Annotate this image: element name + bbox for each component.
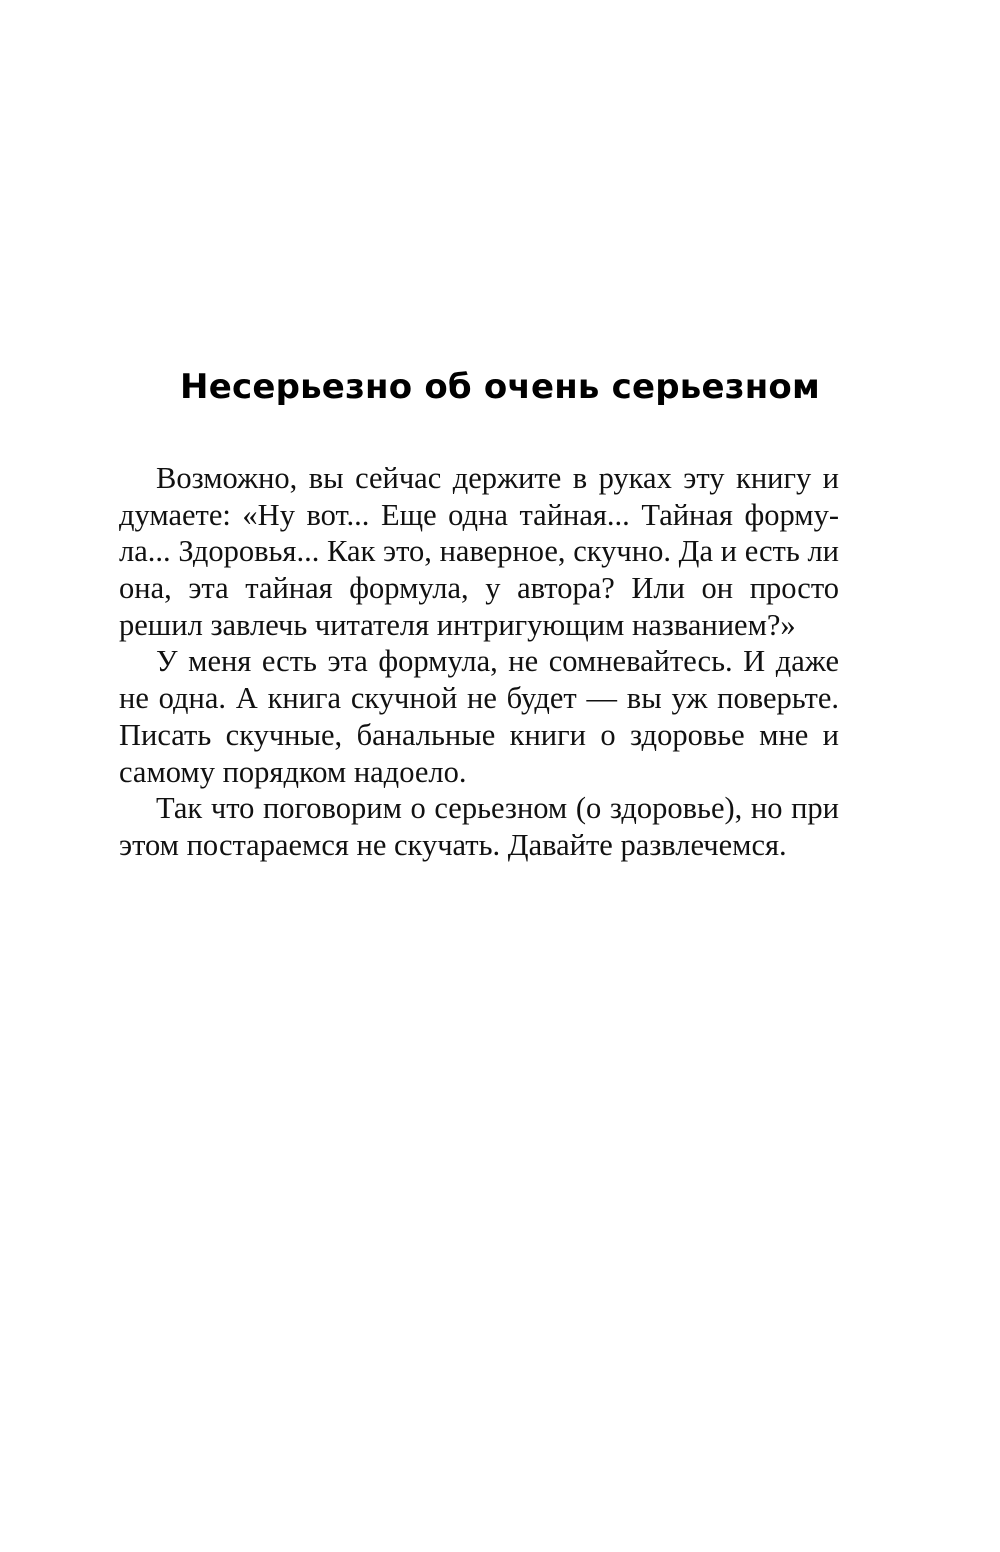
text-line: думаете: «Ну вот... Еще одна тайная... Тайная форму- (119, 497, 839, 532)
paragraph-1 (119, 460, 839, 643)
text-line: она, эта тайная формула, у автора? Или он просто (119, 571, 839, 606)
text-line: ла... Здоровья... Как это, наверное, скучно. Да и есть ли (119, 534, 839, 569)
chapter-title: Несерьезно об очень серьезном (180, 367, 820, 407)
text-line: Возможно, вы сейчас держите в руках эту книгу и (156, 461, 839, 495)
body-text (119, 460, 839, 864)
text-line: не одна. А книга скучной не будет — вы уж поверьте. (119, 681, 839, 716)
text-line: этом постараемся не скучать. Давайте развлечемся. (119, 827, 787, 862)
paragraph-3 (119, 790, 839, 863)
text-line: Писать скучные, банальные книги о здоровье мне и (119, 717, 839, 752)
text-line: Так что поговорим о серьезном (о здоровье), но при (156, 791, 839, 826)
text-line: У меня есть эта формула, не сомневайтесь. И даже (156, 644, 839, 679)
paragraph-2 (119, 643, 839, 790)
text-line: решил завлечь читателя интригующим названием?» (119, 607, 796, 642)
text-line: самому порядком надоело. (119, 754, 467, 789)
